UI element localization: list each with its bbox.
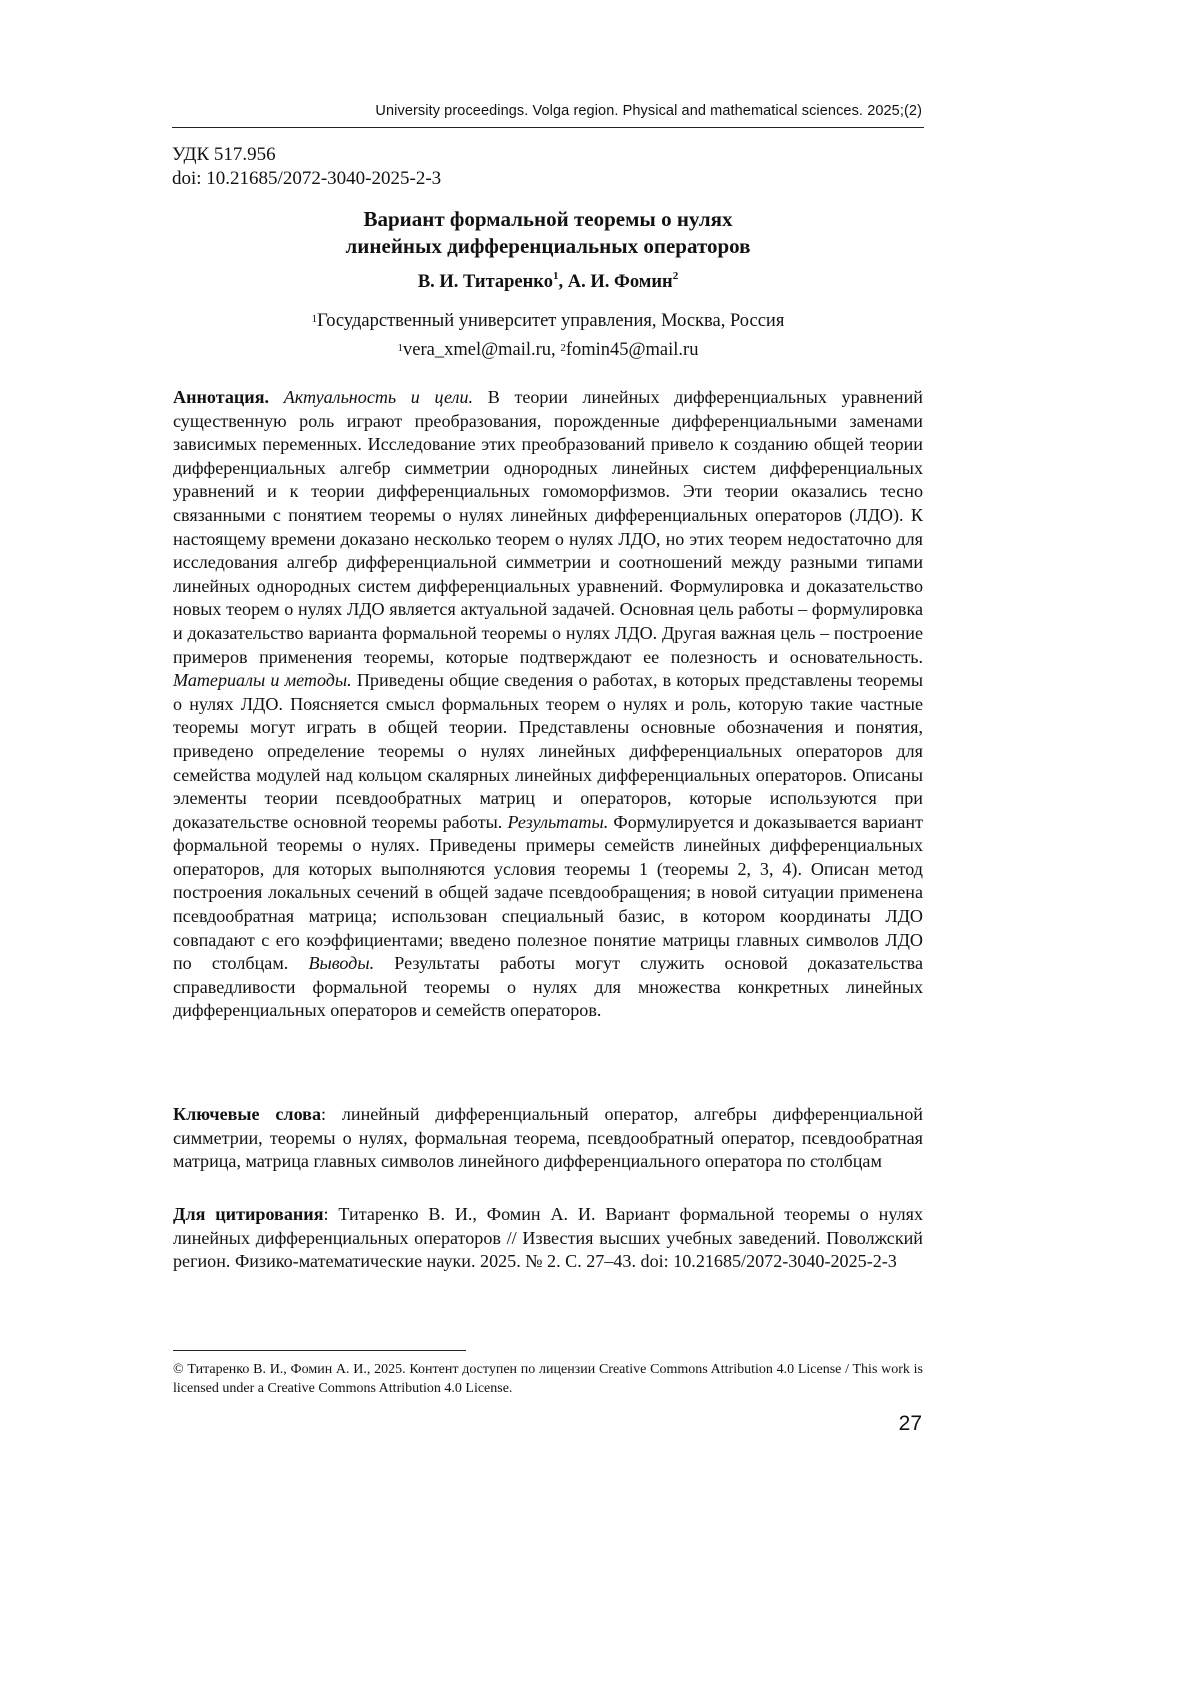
keywords-label: Ключевые слова — [173, 1104, 322, 1124]
keywords — [173, 1103, 923, 1174]
abstract-label: Аннотация. — [173, 387, 270, 407]
abstract-heading-results: Результаты. — [507, 811, 609, 832]
author-1: В. И. Титаренко — [417, 272, 553, 292]
license-footnote: © Титаренко В. И., Фомин А. И., 2025. Контент доступен по лицензии Creative Commons Attribution 4.0 License / This work is licensed under a Creative Commons Attribution 4.0 License. — [173, 1362, 923, 1396]
affiliation — [172, 307, 924, 365]
citation-label: Для цитирования — [173, 1204, 324, 1224]
abstract-conclusions-text: Результаты работы могут служить основой доказательства справедливости формальной теоремы о нулях для множества конкретных линейных дифференциальных операторов и семейств операторов. — [173, 953, 923, 1021]
doi: doi: 10.21685/2072-3040-2025-2-3 — [172, 168, 442, 189]
author-2: А. И. Фомин — [567, 272, 673, 292]
citation — [173, 1203, 923, 1274]
abstract-heading-methods: Материалы и методы. — [173, 670, 352, 691]
title-line-2: линейных дифференциальных операторов — [345, 234, 751, 258]
page-number: 27 — [898, 1412, 922, 1435]
abstract-heading-relevance: Актуальность и цели. — [283, 387, 474, 407]
abstract-relevance-text: В теории линейных дифференциальных уравнений существенную роль играют преобразования, порожденные дифференциальными заменами зависимых переменных. Исследование этих преобразований привело к созданию общей теории дифференциальных алгебр симметрии однородных линейных систем дифференциальных уравнений и к теории дифференциальных гомоморфизмов. Эти теории оказались тесно связанными с понятием теоремы о нулях линейных дифференциальных операторов (ЛДО). К настоящему времени доказано несколько теорем о нулях ЛДО, но этих теорем недостаточно для исследования алгебр дифференциальной симметрии и соотношений между разными типами линейных однородных систем дифференциальных уравнений. Формулировка и доказательство новых теорем о нулях ЛДО является актуальной задачей. Основная цель работы – формулировка и доказательство варианта формальной теоремы о нулях ЛДО. Другая важная цель – построение примеров применения теоремы, которые подтверждают ее полезность и основательность. — [173, 387, 923, 667]
email-1-sup: 1 — [397, 342, 404, 354]
email-1: vera_xmel@mail.ru, — [403, 340, 561, 360]
author-1-sup: 1 — [552, 270, 559, 282]
article-meta — [172, 143, 441, 191]
authors — [172, 272, 924, 293]
abstract-heading-conclusions: Выводы. — [308, 953, 375, 974]
author-separator: , — [558, 272, 568, 292]
header-rule — [172, 127, 924, 128]
abstract-results-text: Формулируется и доказывается вариант формальной теоремы о нулях. Приведены примеры семейств линейных дифференциальных операторов, для которых выполняются условия теоремы 1 (теоремы 2, 3, 4). Описан метод построения локальных сечений в общей задаче псевдообращения; в новой ситуации применена псевдообратная матрица; использован специальный базис, в котором координаты ЛДО совпадают с его коэффициентами; введено полезное понятие матрицы главных символов ЛДО по столбцам. — [173, 811, 923, 974]
footnote-rule — [173, 1350, 466, 1351]
abstract — [173, 386, 923, 1023]
title-line-1: Вариант формальной теоремы о нулях — [363, 207, 733, 231]
citation-text: : Титаренко В. И., Фомин А. И. Вариант формальной теоремы о нулях линейных дифференциальных операторов // Известия высших учебных заведений. Поволжский регион. Физико-математические науки. 2025. № 2. С. 27–43. doi: 10.21685/2072-3040-2025-2-3 — [173, 1204, 923, 1272]
author-2-sup: 2 — [672, 270, 679, 282]
email-2-sup: 2 — [560, 342, 566, 354]
udc-code: УДК 517.956 — [172, 144, 276, 165]
article-title — [172, 206, 924, 260]
abstract-methods-text: Приведены общие сведения о работах, в которых представлены теоремы о нулях ЛДО. Поясняется смысл формальных теорем о нулях и роль, которую такие частные теоремы могут играть в общей теории. Представлены основные обозначения и понятия, приведено определение теоремы о нулях линейных дифференциальных операторов для семейства модулей над кольцом скалярных линейных дифференциальных операторов. Описаны элементы теории псевдообратных матриц и операторов, которые используются при доказательстве основной теоремы работы. — [173, 670, 923, 832]
keywords-text: : линейный дифференциальный оператор, алгебры дифференциальной симметрии, теоремы о нулях, формальная теорема, псевдообратный оператор, псевдообратная матрица, матрица главных символов линейного дифференциального оператора по столбцам — [173, 1104, 923, 1172]
running-header: University proceedings. Volga region. Physical and mathematical sciences. 2025;(2) — [375, 103, 922, 119]
email-2: fomin45@mail.ru — [565, 340, 699, 360]
affiliation-sup: 1 — [311, 313, 318, 325]
affiliation-text: Государственный университет управления, Москва, Россия — [317, 311, 785, 331]
